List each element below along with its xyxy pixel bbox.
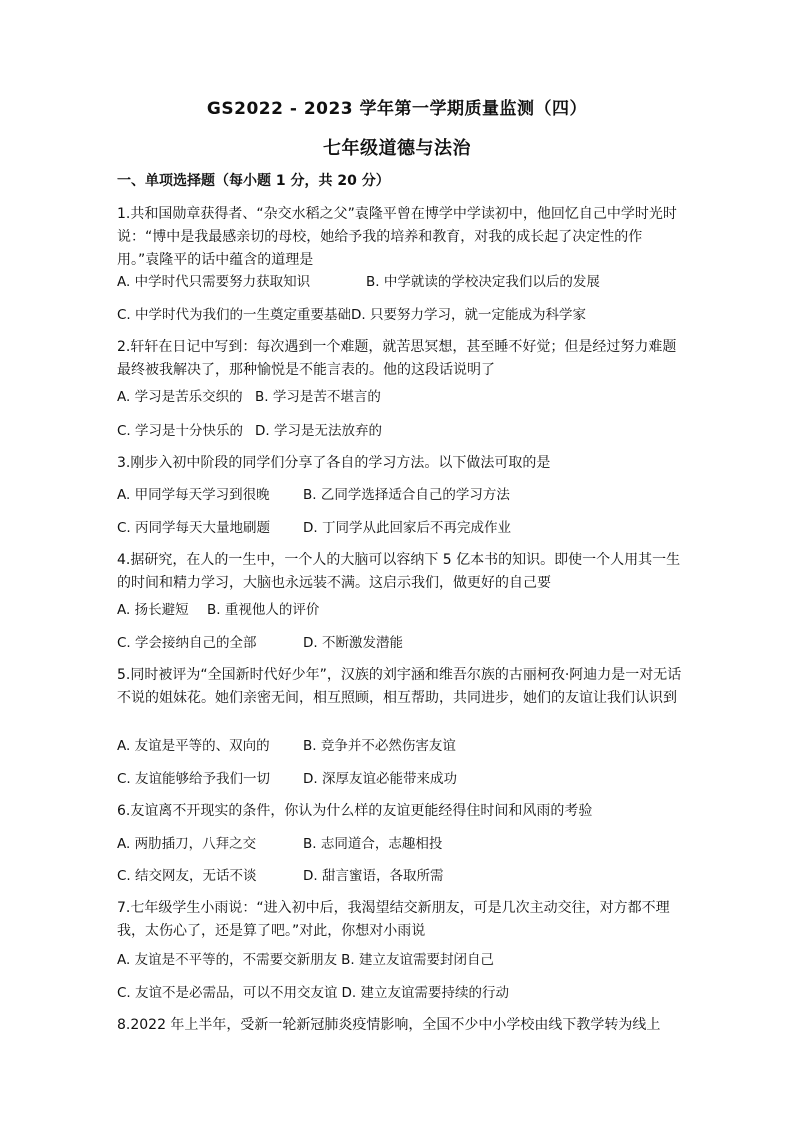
- question-6-stem: 6.友谊离不开现实的条件，你认为什么样的友谊更能经得住时间和风雨的考验: [117, 803, 593, 819]
- question-1-options-row-2: [117, 305, 687, 325]
- question-5-option-b: B. 竞争并不必然伤害友谊: [303, 738, 456, 754]
- question-2-options-row-1: [117, 387, 687, 407]
- question-3-option-a: A. 甲同学每天学习到很晚: [117, 487, 270, 503]
- question-5-option-c: C. 友谊能够给予我们一切: [117, 771, 271, 787]
- question-6-option-c: C. 结交网友，无话不谈: [117, 868, 257, 884]
- question-1-options-row-1: [117, 272, 687, 292]
- question-3-stem: 3.刚步入初中阶段的同学们分享了各自的学习方法。以下做法可取的是: [117, 455, 551, 471]
- question-3-options-row-2: [117, 518, 687, 538]
- question-2-option-b: B. 学习是苦不堪言的: [255, 389, 381, 405]
- section-heading: 一、单项选择题（每小题 1 分，共 20 分）: [117, 173, 390, 189]
- question-1-option-d: D. 只要努力学习，就一定能成为科学家: [351, 307, 586, 323]
- question-6-option-d: D. 甜言蜜语，各取所需: [303, 868, 444, 884]
- question-4-options-row-2: [117, 633, 687, 653]
- question-4-option-b: B. 重视他人的评价: [207, 602, 320, 618]
- question-4-stem: 4.据研究，在人的一生中，一个人的大脑可以容纳下 5 亿本书的知识。即使一个人用其一生的时间和精力学习，大脑也永远装不满。这启示我们，做更好的自己要: [117, 552, 681, 591]
- question-7-option-b: B. 建立友谊需要封闭自己: [341, 952, 494, 968]
- question-1-option-a: A. 中学时代只需要努力获取知识: [117, 274, 311, 290]
- question-1-stem: 1.共和国勋章获得者、“杂交水稻之父”袁隆平曾在博学中学读初中，他回忆自己中学时光时说：“博中是我最感亲切的母校，她给予我的培养和教育，对我的成长起了决定性的作用。”袁隆平的话中蕴含的道理是: [117, 206, 677, 268]
- question-5-option-a: A. 友谊是平等的、双向的: [117, 738, 270, 754]
- question-6-option-b: B. 志同道合，志趣相投: [303, 836, 443, 852]
- question-5-option-d: D. 深厚友谊必能带来成功: [303, 771, 457, 787]
- question-6-options-row-2: [117, 866, 687, 886]
- exam-title: GS2022 - 2023 学年第一学期质量监测（四）: [206, 99, 588, 119]
- question-3-option-c: C. 丙同学每天大量地刷题: [117, 520, 271, 536]
- question-7-stem: 7.七年级学生小雨说：“进入初中后，我渴望结交新朋友，可是几次主动交往，对方都不理我，太伤心了，还是算了吧。”对此，你想对小雨说: [117, 900, 670, 939]
- question-5-options-row-2: [117, 769, 687, 789]
- question-1-option-c: C. 中学时代为我们的一生奠定重要基础: [117, 307, 352, 323]
- question-1-option-b: B. 中学就读的学校决定我们以后的发展: [366, 274, 600, 290]
- question-7-option-c: C. 友谊不是必需品，可以不用交友谊: [117, 985, 338, 1001]
- question-3-option-b: B. 乙同学选择适合自己的学习方法: [303, 487, 510, 503]
- question-7-option-d: D. 建立友谊需要持续的行动: [341, 985, 509, 1001]
- question-5-stem: 5.同时被评为“全国新时代好少年”，汉族的刘宇涵和维吾尔族的古丽柯孜·阿迪力是一对无话不说的姐妹花。她们亲密无间，相互照顾，相互帮助，共同进步，她们的友谊让我们认识到: [117, 667, 682, 706]
- question-2-options-row-2: [117, 421, 687, 441]
- question-6-option-a: A. 两肋插刀，八拜之交: [117, 836, 257, 852]
- question-7-options-row-2: [117, 983, 687, 1003]
- question-3-option-d: D. 丁同学从此回家后不再完成作业: [303, 520, 511, 536]
- question-2-stem: 2.轩轩在日记中写到：每次遇到一个难题，就苦思冥想，甚至睡不好觉；但是经过努力难题最终被我解决了，那种愉悦是不能言表的。他的这段话说明了: [117, 339, 677, 378]
- question-4-option-a: A. 扬长避短: [117, 602, 189, 618]
- question-3-options-row-1: [117, 485, 687, 505]
- question-8-stem: 8.2022 年上半年，受新一轮新冠肺炎疫情影响，全国不少中小学校由线下教学转为线上: [117, 1017, 661, 1033]
- question-7-options-row-1: [117, 950, 687, 970]
- question-2-option-d: D. 学习是无法放弃的: [255, 423, 382, 439]
- question-7-option-a: A. 友谊是不平等的，不需要交新朋友: [117, 952, 338, 968]
- question-4-options-row-1: [117, 600, 687, 620]
- question-6-options-row-1: [117, 834, 687, 854]
- question-4-option-d: D. 不断激发潜能: [303, 635, 403, 651]
- question-2-option-c: C. 学习是十分快乐的: [117, 423, 244, 439]
- subject-title: 七年级道德与法治: [323, 138, 471, 159]
- question-5-options-row-1: [117, 736, 687, 756]
- question-4-option-c: C. 学会接纳自己的全部: [117, 635, 257, 651]
- question-2-option-a: A. 学习是苦乐交织的: [117, 389, 243, 405]
